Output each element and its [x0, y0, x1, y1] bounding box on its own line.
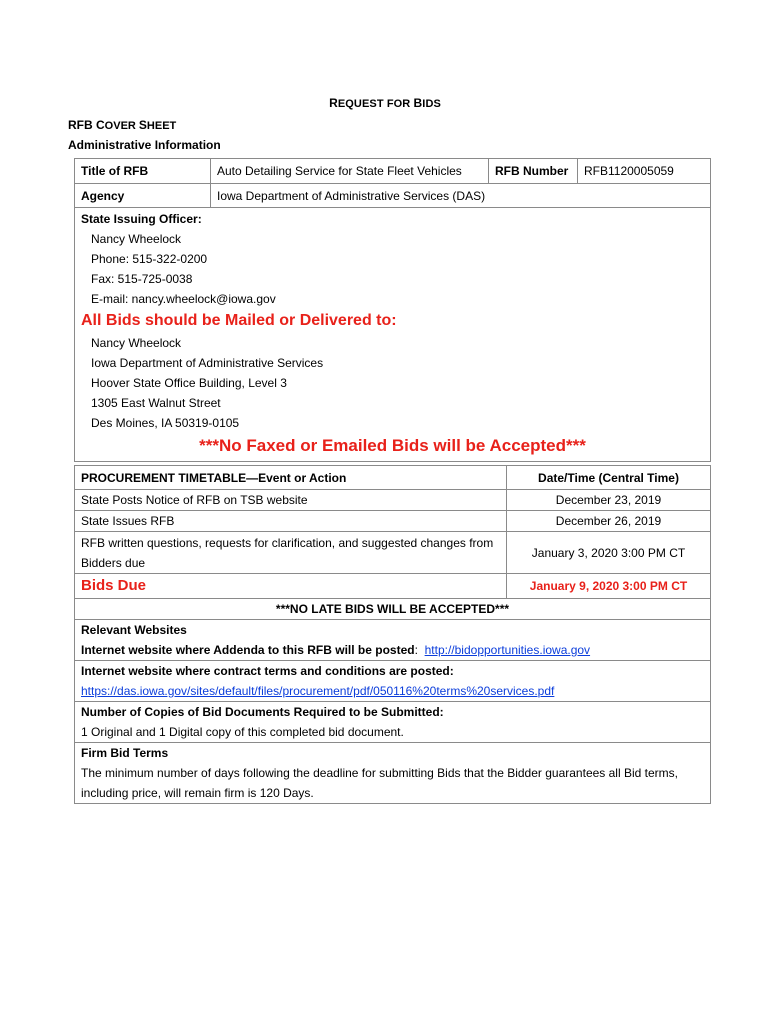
addenda-link[interactable]: http://bidopportunities.iowa.gov: [424, 643, 591, 657]
timetable-row: [75, 490, 711, 511]
timetable-table: [74, 465, 711, 804]
timetable-header-event: PROCUREMENT TIMETABLE—Event or Action: [75, 466, 507, 490]
websites-heading: Relevant Websites: [81, 623, 187, 637]
address-line: Hoover State Office Building, Level 3: [91, 376, 287, 390]
officer-fax: Fax: 515-725-0038: [91, 272, 193, 286]
firm-terms-cell: [75, 743, 711, 804]
copies-row: [75, 702, 711, 743]
timetable-header-row: [75, 466, 711, 490]
address-line: Des Moines, IA 50319-0105: [91, 416, 240, 430]
timetable-date: December 23, 2019: [507, 490, 711, 511]
addenda-label: Internet website where Addenda to this RFB will be posted: [81, 643, 415, 657]
bids-due-label: Bids Due: [75, 574, 507, 599]
no-late-bids-row: [75, 599, 711, 620]
terms-row: [75, 661, 711, 702]
admin-info-heading: Administrative Information: [68, 138, 221, 152]
admin-info-table: [74, 158, 711, 462]
no-fax-notice: ***No Faxed or Emailed Bids will be Accepted***: [199, 436, 586, 455]
firm-terms-text: The minimum number of days following the deadline for submitting Bids that the Bidder guarantees all Bid terms, including price, will remain firm is 120 Days.: [81, 766, 678, 800]
officer-email: E-mail: nancy.wheelock@iowa.gov: [91, 292, 276, 306]
copies-heading: Number of Copies of Bid Documents Required to be Submitted:: [81, 705, 444, 719]
officer-label: State Issuing Officer:: [81, 212, 202, 226]
terms-link[interactable]: https://das.iowa.gov/sites/default/files/procurement/pdf/050116%20terms%20services.pdf: [81, 684, 555, 698]
websites-cell: [75, 620, 711, 661]
delivery-heading: All Bids should be Mailed or Delivered to:: [81, 312, 397, 329]
address-line: 1305 East Walnut Street: [91, 396, 221, 410]
bids-due-date: January 9, 2020 3:00 PM CT: [507, 574, 711, 599]
agency-value: Iowa Department of Administrative Services (DAS): [211, 184, 711, 208]
agency-label: Agency: [75, 184, 211, 208]
copies-cell: [75, 702, 711, 743]
timetable-row: [75, 511, 711, 532]
officer-row: [75, 208, 711, 462]
officer-name: Nancy Wheelock: [91, 232, 182, 246]
rfb-number-label: RFB Number: [489, 159, 578, 184]
address-line: Iowa Department of Administrative Services: [91, 356, 324, 370]
timetable-event: RFB written questions, requests for clarification, and suggested changes from Bidders due: [75, 532, 507, 574]
copies-text: 1 Original and 1 Digital copy of this completed bid document.: [81, 725, 404, 739]
timetable-row: [75, 532, 711, 574]
officer-phone: Phone: 515-322-0200: [91, 252, 208, 266]
terms-cell: [75, 661, 711, 702]
title-label: Title of RFB: [75, 159, 211, 184]
rfb-number-value: RFB1120005059: [578, 159, 711, 184]
addenda-separator: :: [414, 643, 418, 657]
timetable-date: December 26, 2019: [507, 511, 711, 532]
addenda-line: [81, 640, 704, 660]
agency-row: [75, 184, 711, 208]
timetable-event: State Posts Notice of RFB on TSB website: [75, 490, 507, 511]
cover-sheet-title: RFB COVER SHEET: [68, 118, 177, 132]
title-row: [75, 159, 711, 184]
title-value: Auto Detailing Service for State Fleet Vehicles: [211, 159, 489, 184]
bids-due-row: [75, 574, 711, 599]
firm-terms-heading: Firm Bid Terms: [81, 746, 169, 760]
page-title: REQUEST FOR BIDS: [329, 96, 441, 110]
officer-cell: [75, 208, 711, 462]
no-late-bids-notice: ***NO LATE BIDS WILL BE ACCEPTED***: [75, 599, 711, 620]
timetable-event: State Issues RFB: [75, 511, 507, 532]
firm-terms-row: [75, 743, 711, 804]
websites-row: [75, 620, 711, 661]
address-line: Nancy Wheelock: [91, 336, 182, 350]
timetable-date: January 3, 2020 3:00 PM CT: [507, 532, 711, 574]
terms-label: Internet website where contract terms and conditions are posted:: [81, 664, 454, 678]
timetable-header-date: Date/Time (Central Time): [507, 466, 711, 490]
